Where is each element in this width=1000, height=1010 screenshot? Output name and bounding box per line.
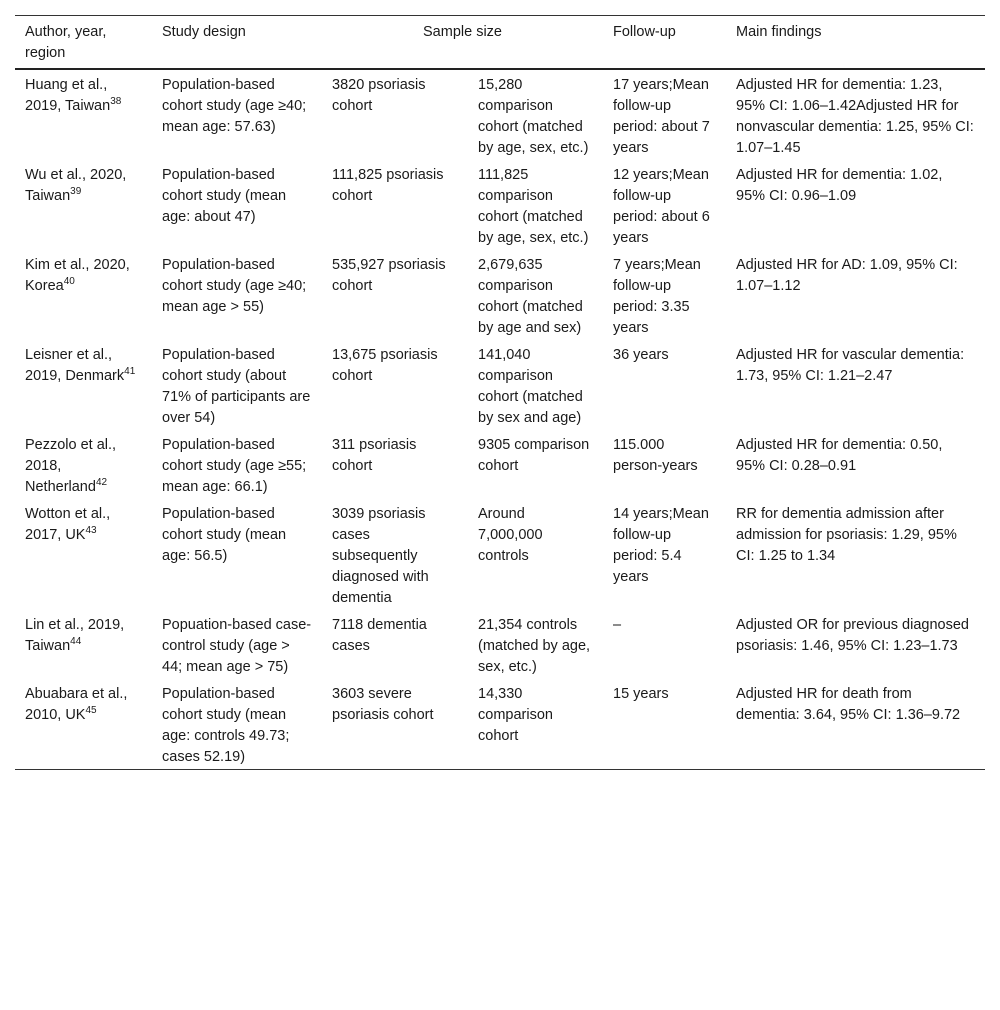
reference-number: 43 (85, 525, 97, 537)
header-followup: Follow-up (613, 24, 676, 40)
table-header (15, 16, 985, 70)
table-row (15, 69, 985, 160)
reference-number: 41 (124, 366, 136, 378)
table-row (15, 250, 985, 340)
cell-findings: Adjusted HR for vascular dementia: 1.73, 95% CI: 1.21–2.47 (736, 347, 965, 384)
cell-sample-comparison: 111,825 comparison cohort (matched by age, sex, etc.) (478, 167, 589, 246)
cell-author (15, 69, 152, 160)
author-text: Lin et al., 2019, Taiwan (25, 617, 125, 654)
cell-sample-exposed: 535,927 psoriasis cohort (332, 257, 446, 294)
studies-table-container (15, 15, 985, 770)
cell-findings: RR for dementia admission after admission for psoriasis: 1.29, 95% CI: 1.25 to 1.34 (736, 506, 957, 564)
cell-followup: 17 years;Mean follow-up period: about 7 years (613, 77, 710, 156)
cell-design: Population-based cohort study (about 71% of participants are over 54) (162, 347, 311, 426)
header-sample-size: Sample size (423, 24, 502, 40)
table-row (15, 340, 985, 430)
cell-findings: Adjusted HR for dementia: 1.23, 95% CI: 1.06–1.42Adjusted HR for nonvascular dementia: 1.25, 95% CI: 1.07–1.45 (736, 77, 974, 156)
cell-design: Popuation-based case-control study (age > 44; mean age > 75) (162, 617, 312, 675)
cell-followup: 12 years;Mean follow-up period: about 6 years (613, 167, 710, 246)
cell-design: Population-based cohort study (mean age: about 47) (162, 167, 287, 225)
cell-sample-exposed: 3603 severe psoriasis cohort (332, 686, 434, 723)
cell-sample-exposed: 3820 psoriasis cohort (332, 77, 426, 114)
studies-table (15, 15, 985, 770)
cell-followup: 14 years;Mean follow-up period: 5.4 years (613, 506, 709, 585)
header-design: Study design (162, 24, 246, 40)
reference-number: 38 (110, 96, 122, 108)
cell-sample-comparison: 2,679,635 comparison cohort (matched by age and sex) (478, 257, 583, 336)
cell-sample-exposed: 7118 dementia cases (332, 617, 427, 654)
reference-number: 40 (63, 276, 75, 288)
cell-sample-exposed: 3039 psoriasis cases subsequently diagnosed with dementia (332, 506, 429, 606)
cell-sample-comparison: 9305 comparison cohort (478, 437, 590, 474)
cell-sample-exposed: 311 psoriasis cohort (332, 437, 417, 474)
cell-findings: Adjusted HR for AD: 1.09, 95% CI: 1.07–1.12 (736, 257, 958, 294)
table-row (15, 499, 985, 610)
cell-sample-comparison: 14,330 comparison cohort (478, 686, 553, 744)
cell-sample-comparison: 141,040 comparison cohort (matched by sex and age) (478, 347, 583, 426)
cell-followup: 36 years (613, 347, 669, 363)
author-text: Wu et al., 2020, Taiwan (25, 167, 127, 204)
author-text: Wotton et al., 2017, UK (25, 506, 111, 543)
cell-sample-exposed: 13,675 psoriasis cohort (332, 347, 438, 384)
author-text: Kim et al., 2020, Korea (25, 257, 130, 294)
cell-findings: Adjusted HR for death from dementia: 3.64, 95% CI: 1.36–9.72 (736, 686, 961, 723)
cell-author (15, 679, 152, 770)
table-row (15, 610, 985, 679)
table-row (15, 160, 985, 250)
cell-followup: 15 years (613, 686, 669, 702)
cell-sample-comparison: 21,354 controls (matched by age, sex, etc.) (478, 617, 591, 675)
cell-findings: Adjusted HR for dementia: 0.50, 95% CI: 0.28–0.91 (736, 437, 943, 474)
author-text: Abuabara et al., 2010, UK (25, 686, 128, 723)
table-body (15, 69, 985, 770)
cell-author (15, 499, 152, 610)
reference-number: 44 (70, 636, 82, 648)
cell-design: Population-based cohort study (age ≥55; mean age: 66.1) (162, 437, 307, 495)
cell-sample-comparison: 15,280 comparison cohort (matched by age, sex, etc.) (478, 77, 589, 156)
cell-design: Population-based cohort study (mean age: controls 49.73; cases 52.19) (162, 686, 290, 765)
cell-sample-exposed: 111,825 psoriasis cohort (332, 167, 444, 204)
header-author: Author, year, region (25, 24, 107, 61)
cell-findings: Adjusted HR for dementia: 1.02, 95% CI: 0.96–1.09 (736, 167, 943, 204)
cell-sample-comparison: Around 7,000,000 controls (478, 506, 543, 564)
cell-author (15, 340, 152, 430)
table-row (15, 679, 985, 770)
cell-author (15, 160, 152, 250)
table-row (15, 430, 985, 499)
cell-design: Population-based cohort study (mean age: 56.5) (162, 506, 287, 564)
author-text: Pezzolo et al., 2018, Netherland (25, 437, 117, 495)
cell-author (15, 250, 152, 340)
reference-number: 39 (70, 186, 82, 198)
header-row (15, 16, 985, 70)
cell-followup: – (613, 617, 622, 633)
cell-author (15, 430, 152, 499)
cell-followup: 7 years;Mean follow-up period: 3.35 years (613, 257, 701, 336)
cell-design: Population-based cohort study (age ≥40; mean age: 57.63) (162, 77, 307, 135)
reference-number: 42 (95, 477, 108, 489)
cell-design: Population-based cohort study (age ≥40; mean age > 55) (162, 257, 307, 315)
cell-author (15, 610, 152, 679)
author-text: Leisner et al., 2019, Denmark (25, 347, 125, 384)
cell-findings: Adjusted OR for previous diagnosed psoriasis: 1.46, 95% CI: 1.23–1.73 (736, 617, 969, 654)
reference-number: 45 (85, 705, 97, 717)
author-text: Huang et al., 2019, Taiwan (25, 77, 111, 114)
cell-followup: 115.000 person-years (613, 437, 698, 474)
header-findings: Main findings (736, 24, 822, 40)
